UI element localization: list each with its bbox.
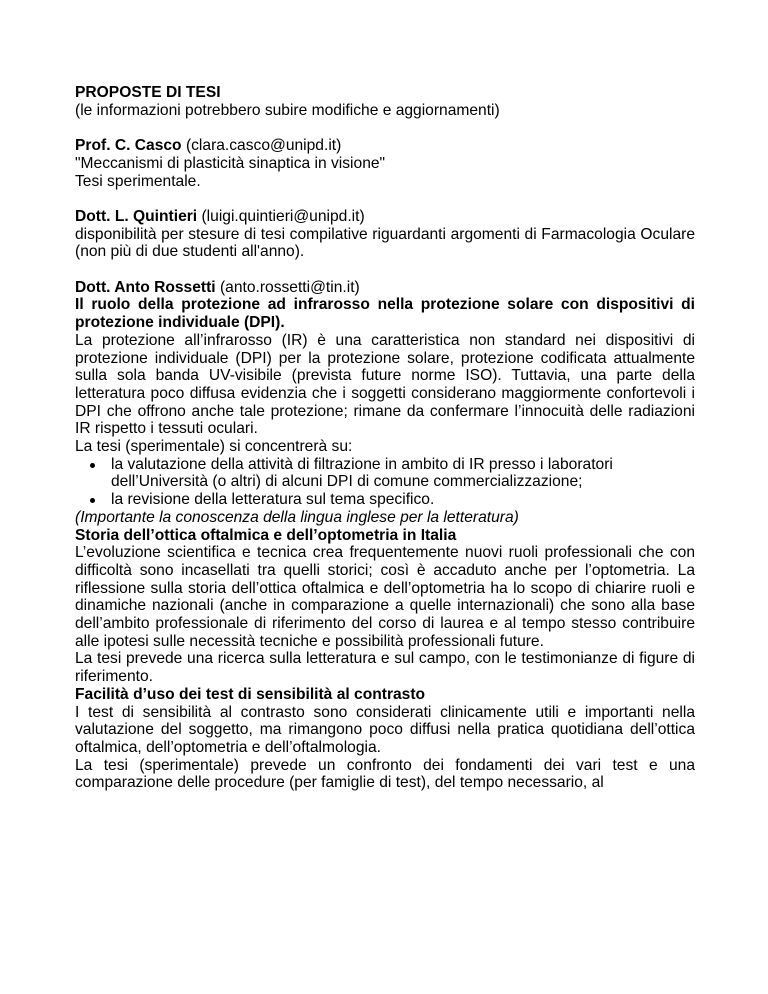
topic-title: Storia dell’ottica oftalmica e dell’optometria in Italia	[75, 526, 457, 544]
list-item: la revisione della letteratura sul tema specifico.	[111, 491, 695, 509]
quintieri-description: disponibilità per stesure di tesi compilative riguardanti argomenti di Farmacologia Oculare (non più di due studenti all'anno).	[75, 225, 695, 261]
rossetti-heading	[75, 279, 695, 297]
casco-email: (clara.casco@unipd.it)	[185, 137, 342, 155]
bullet-icon	[90, 463, 95, 468]
topic-title: Il ruolo della protezione ad infrarosso nella protezione solare con dispositivi di protezione individuale (DPI).	[75, 296, 695, 332]
topic-description: L’evoluzione scientifica e tecnica crea frequentemente nuovi ruoli professionali che con difficoltà sono incasellati tra quelli storici; così è accaduto anche per l’optometria. La riflessione sulla storia dell’ottica oftalmica e dell’optometria ha lo scopo di chiarire ruoli e dinamiche nazionali (anche in comparazione a quelle internazionali) che sono alla base dell’ambito professionale di riferimento del corso di laurea e al tempo stesso contribuire alle ipotesi sulle necessità tecniche e possibilità professionali future.	[75, 544, 695, 650]
list-item: la valutazione della attività di filtrazione in ambito di IR presso i laboratori dell’Università (o altri) di alcuni DPI di comune commercializzazione;	[111, 456, 695, 491]
topic-intro: La tesi (sperimentale) si concentrerà su:	[75, 438, 353, 456]
quintieri-name: Dott. L. Quintieri	[75, 207, 198, 225]
document-page	[75, 84, 695, 792]
topic-title: Facilità d’uso dei test di sensibilità al contrasto	[75, 685, 426, 703]
document-title: PROPOSTE DI TESI	[75, 84, 221, 101]
topic-bullet-list	[75, 456, 695, 509]
document-subtitle: (le informazioni potrebbero subire modifiche e aggiornamenti)	[75, 101, 500, 119]
casco-name: Prof. C. Casco	[75, 137, 182, 155]
casco-thesis-title: "Meccanismi di plasticità sinaptica in visione"	[75, 154, 386, 172]
topic-description: La tesi prevede una ricerca sulla letteratura e sul campo, con le testimonianze di figure di riferimento.	[75, 650, 695, 686]
topic-description: La tesi (sperimentale) prevede un confronto dei fondamenti dei vari test e una comparazione delle procedure (per famiglie di test), del tempo necessario, al	[75, 756, 695, 792]
topic-note: (Importante la conoscenza della lingua inglese per la letteratura)	[75, 508, 519, 526]
rossetti-email: (anto.rossetti@tin.it)	[219, 278, 360, 296]
casco-heading	[75, 137, 695, 155]
bullet-icon	[90, 498, 95, 503]
quintieri-email: (luigi.quintieri@unipd.it)	[201, 207, 365, 225]
rossetti-name: Dott. Anto Rossetti	[75, 278, 216, 296]
topic-description: I test di sensibilità al contrasto sono considerati clinicamente utili e importanti nella valutazione del soggetto, ma rimangono poco diffusi nella pratica quotidiana dell’ottica oftalmica, dell’optometria e dell’oftalmologia.	[75, 703, 695, 756]
quintieri-heading	[75, 208, 695, 226]
casco-thesis-type: Tesi sperimentale.	[75, 172, 201, 190]
topic-description: La protezione all’infrarosso (IR) è una caratteristica non standard nei dispositivi di protezione individuale (DPI) per la protezione solare, protezione codificata attualmente sulla sola banda UV-visibile (prevista future norme ISO). Tuttavia, una parte della letteratura poco diffusa evidenzia che i soggetti considerano maggiormente confortevoli i DPI che offrono anche tale protezione; rimane da confermare l’innocuità delle radiazioni IR rispetto i tessuti oculari.	[75, 331, 695, 438]
